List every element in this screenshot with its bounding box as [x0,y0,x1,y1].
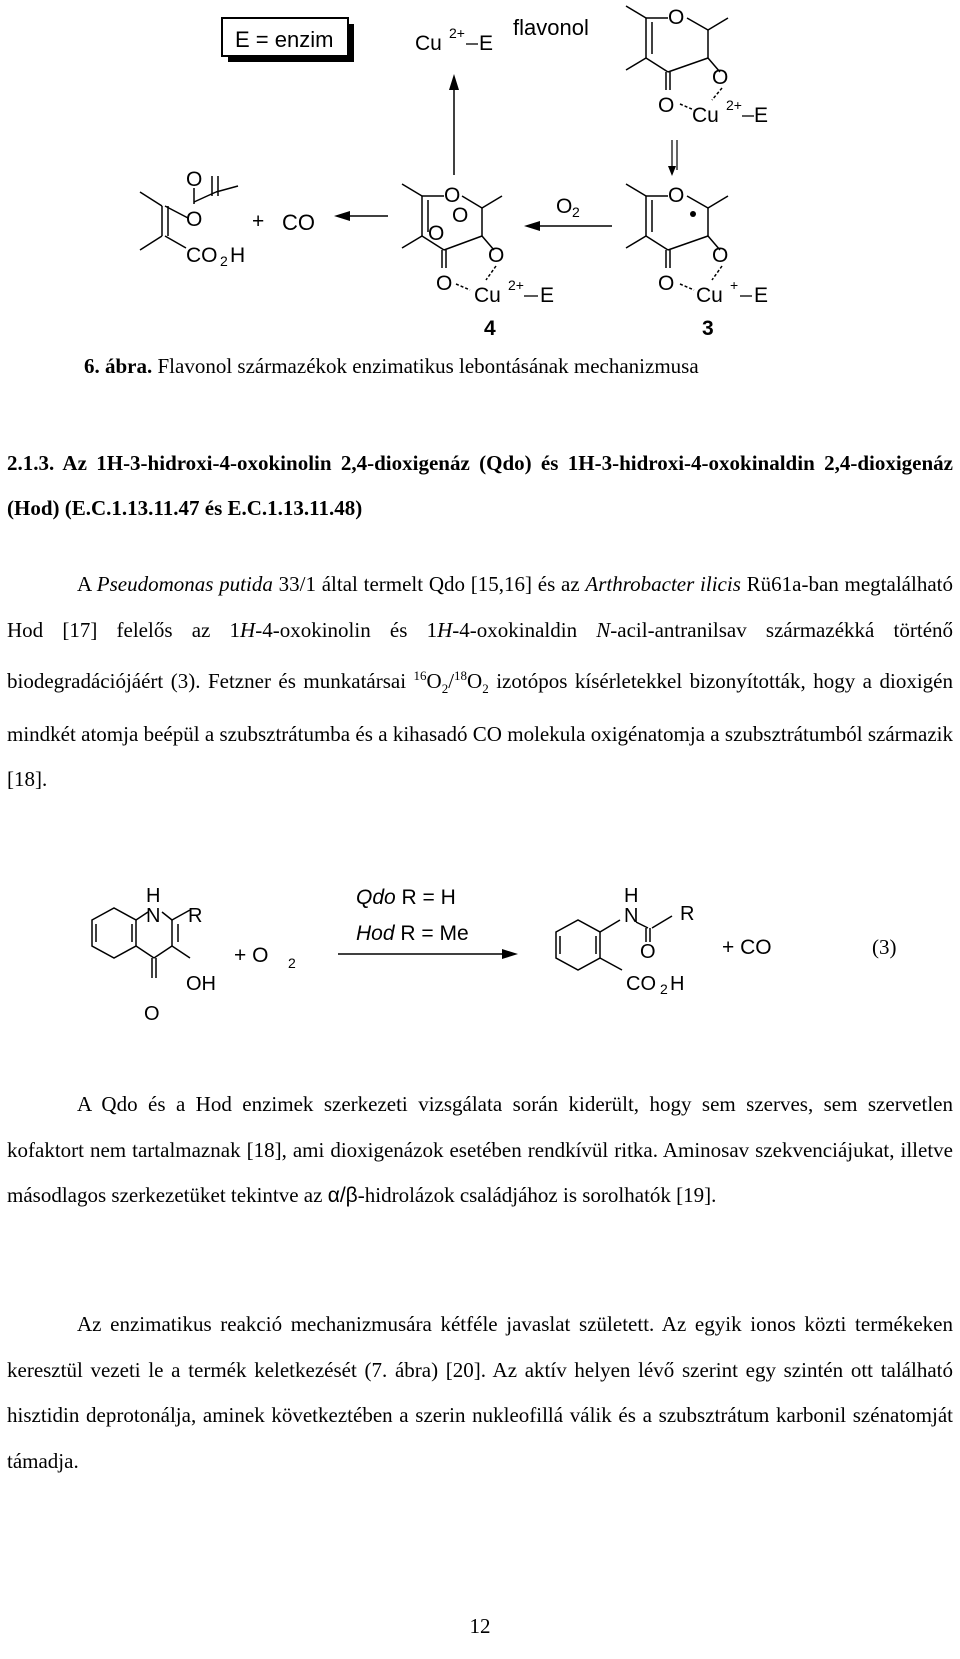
svg-text:O: O [452,204,469,227]
svg-text:O: O [668,6,685,29]
svg-text:N: N [624,905,639,927]
svg-text:2: 2 [572,204,580,220]
svg-text:O: O [658,272,675,295]
svg-text:E: E [479,32,494,55]
compound-4-label: 4 [484,317,496,340]
svg-text:O: O [640,941,656,963]
svg-text:E: E [540,284,555,307]
svg-text:Cu: Cu [415,32,442,55]
figure-6-scheme [0,0,960,345]
svg-text:R: R [680,903,695,925]
legend-box [222,18,354,62]
svg-text:+ O: + O [234,944,269,967]
caption-text: Flavonol származékok enzimatikus lebontásának mechanizmusa [152,354,699,378]
svg-text:H: H [624,885,639,907]
svg-text:2+: 2+ [726,97,742,113]
quinolinone-structure [92,908,190,978]
svg-text:CO: CO [282,210,315,235]
svg-text:CO: CO [626,973,656,995]
svg-text:E: E [754,284,769,307]
svg-text:2+: 2+ [508,277,524,293]
svg-text:2: 2 [288,955,296,971]
svg-text:O: O [144,1003,160,1025]
svg-text:OH: OH [186,973,216,995]
section-heading: 2.1.3. Az 1H-3-hidroxi-4-oxokinolin 2,4-dioxigenáz (Qdo) és 1H-3-hidroxi-4-oxokinaldin 2,4-dioxigenáz (Hod) (E.C.1.13.11.47 és E.C.1.13.11.48) [7,451,953,520]
svg-text:(3): (3) [872,935,897,959]
compound-3-label: 3 [702,317,714,340]
svg-text:O: O [556,195,573,218]
svg-text:O: O [444,184,461,207]
paragraph-2: A Qdo és a Hod enzimek szerkezeti vizsgálata során kiderült, hogy sem szerves, sem szervetlen kofaktort nem tartalmaznak [18], ami dioxigenázok esetében rendkívül ritka. Aminosav szekvenciájukat, illetve másodlagos szerkezetüket tekintve az α/β-hidrolázok családjához is sorolhatók [19]. [7,1092,953,1207]
svg-text:2: 2 [660,981,668,997]
svg-text:Cu: Cu [692,104,719,127]
svg-text:E: E [754,104,769,127]
svg-text:O: O [488,244,505,267]
svg-text:+: + [730,277,739,293]
svg-text:O: O [186,208,203,231]
svg-text:+ CO: + CO [722,936,772,959]
svg-text:2: 2 [220,253,228,269]
svg-text:CO: CO [186,244,218,267]
svg-text:2+: 2+ [449,25,465,41]
svg-text:H: H [146,885,161,907]
svg-text:H: H [230,244,246,267]
svg-text:O: O [436,272,453,295]
equation-3-scheme [0,870,960,1040]
svg-text:Hod R = Me: Hod R = Me [356,922,469,945]
figure-6-caption [84,354,699,379]
svg-text:R: R [188,905,203,927]
flavonol-label: flavonol [513,15,589,40]
svg-text:O: O [428,222,445,245]
svg-text:Qdo R = H: Qdo R = H [356,886,456,909]
svg-text:H: H [670,973,685,995]
svg-text:N: N [146,905,161,927]
cu-complex-top [415,25,493,55]
paragraph-1: A Pseudomonas putida 33/1 által termelt Qdo [15,16] és az Arthrobacter ilicis Rü61a-ban megtalálható Hod [17] felelős az 1H-4-oxokinolin és 1H-4-oxokinaldin N-acil-antranilsav származékká történő biodegradációjáért (3). Fetzner és munkatársai $^{16}O_2/^{18}O_2$ izotópos kísérletekkel bizonyították, hogy a dioxigén mindkét atomja beépül a szubsztrátumba és a kihasadó CO molekula oxigénatomja a szubsztrátumból származik [18]. [7,572,954,792]
svg-text:O: O [658,94,675,117]
svg-text:O: O [668,184,685,207]
svg-text:O: O [712,66,729,89]
page-number: 12 [469,1614,491,1638]
svg-text:O: O [712,244,729,267]
svg-text:Cu: Cu [474,284,501,307]
svg-text:Cu: Cu [696,284,723,307]
svg-text:O: O [186,168,203,191]
paragraph-3: Az enzimatikus reakció mechanizmusára kétféle javaslat született. Az egyik ionos közti termékeken keresztül vezeti le a termék keletkezését (7. ábra) [20]. Az aktív helyen lévő szerint egy szintén ott található hisztidin deprotonálja, aminek következtében a szerin nukleofillá válik és a szubsztrátum karbonil szénatomját támadja. [7,1312,953,1473]
svg-text:+: + [252,210,265,233]
caption-number: 6. ábra. [84,354,153,378]
legend-text: E = enzim [235,27,334,52]
